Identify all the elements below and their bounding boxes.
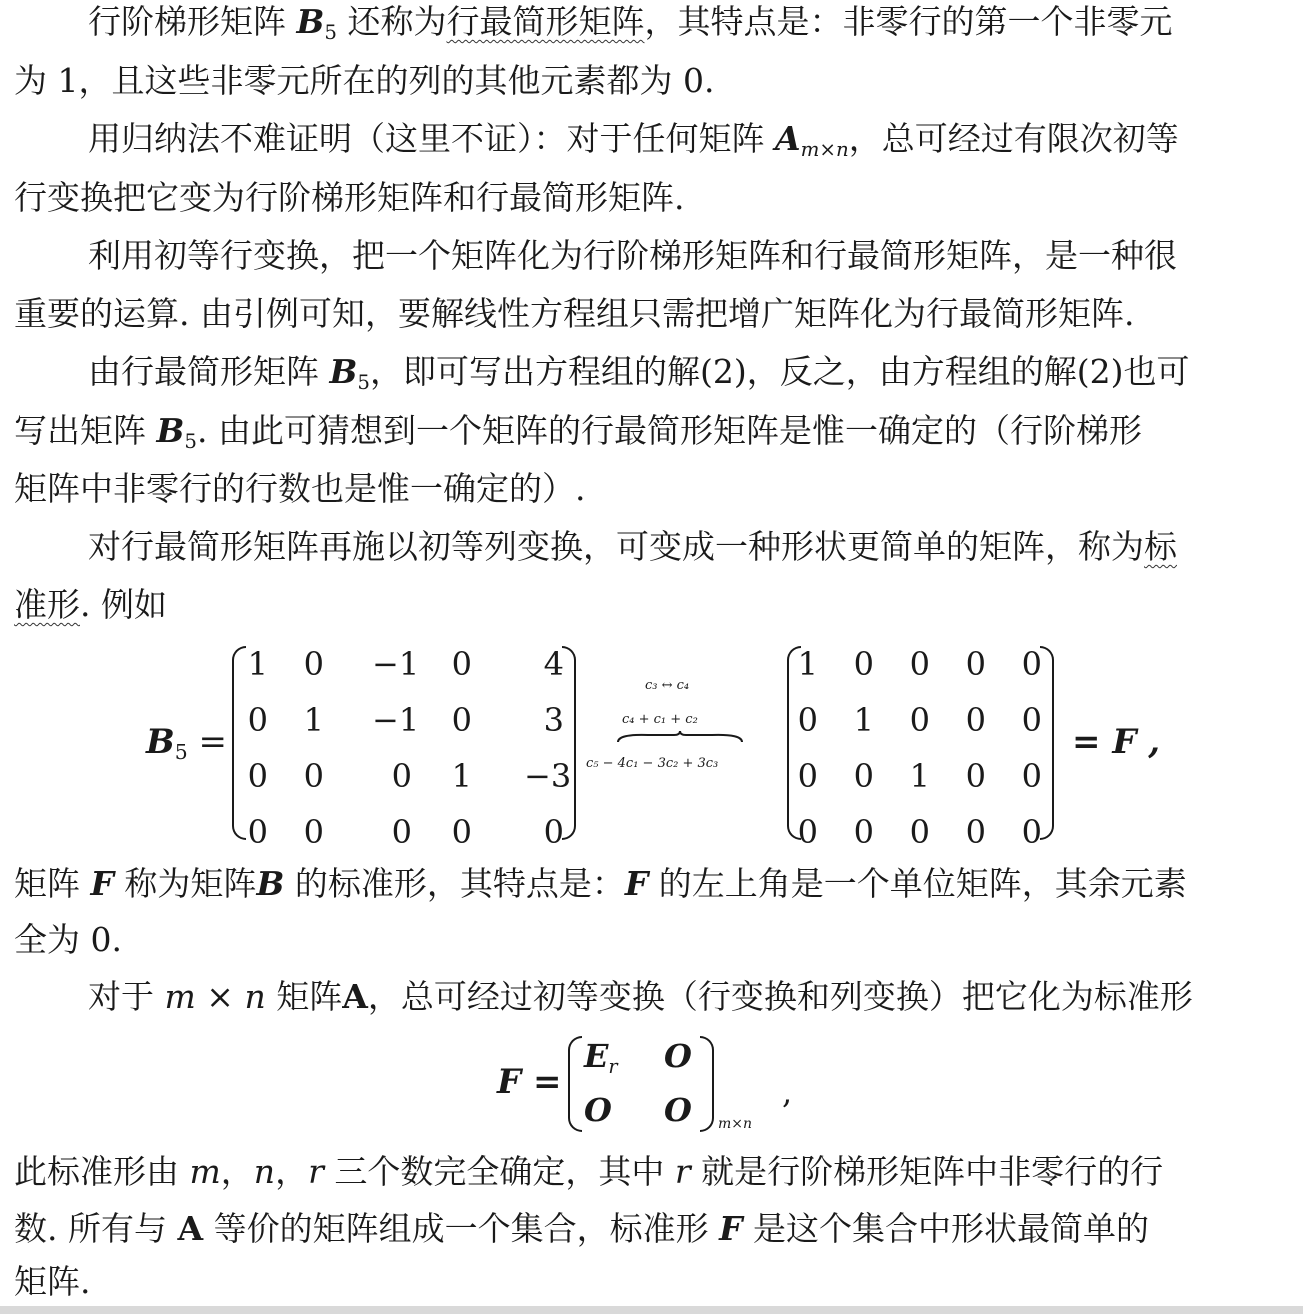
p5-line2 — [14, 583, 167, 627]
subscript: m×n — [718, 1116, 753, 1132]
matrix-cell: 0 — [797, 813, 818, 851]
matrix-cell: 0 — [543, 813, 564, 851]
p2-line1 — [88, 117, 1179, 172]
text: 还称为 — [337, 2, 447, 41]
text: 此标准形由 — [14, 1152, 190, 1191]
equals-sign: = — [198, 722, 228, 762]
right-bracket — [562, 646, 576, 840]
p2-line2: 行变换把它变为行阶梯形矩阵和行最简形矩阵. — [14, 178, 685, 217]
matrix-cell: 0 — [965, 701, 986, 739]
matrix-cell: 0 — [1021, 701, 1042, 739]
text: ，总可经过初等变换（行变换和列变换）把它化为标准形 — [367, 977, 1193, 1016]
text: 矩阵 — [265, 977, 343, 1016]
matrix-cell: 1 — [853, 701, 874, 739]
p1-line1 — [88, 0, 1173, 55]
matrix-cell: 1 — [797, 645, 818, 683]
equation-rhs: = F , — [1072, 722, 1161, 762]
matrix-cell: 0 — [965, 813, 986, 851]
key-term: 标 — [1144, 527, 1177, 566]
matrix-cell: 0 — [1021, 757, 1042, 795]
subscript: 5 — [174, 740, 188, 765]
math-symbol: B — [256, 864, 285, 903]
subscript: m×n — [800, 137, 849, 161]
p6-line1 — [14, 862, 1187, 906]
matrix-cell: 1 — [451, 757, 472, 795]
text: 由行最简形矩阵 — [88, 352, 330, 391]
text: ，总可经过有限次初等 — [848, 119, 1179, 158]
key-term: 准形 — [14, 585, 80, 624]
matrix-cell: −3 — [524, 757, 572, 795]
matrix-cell: 0 — [909, 701, 930, 739]
text: 称为矩阵 — [113, 864, 257, 903]
matrix-cell: 0 — [303, 645, 324, 683]
op-swap: c₃ ↔ c₄ — [645, 678, 690, 693]
math-symbol: n — [244, 977, 266, 1016]
text: 的标准形，其特点是： — [284, 864, 625, 903]
p6-line2: 全为 0. — [14, 920, 122, 959]
math-symbol: B — [146, 722, 175, 762]
text: ，即可写出方程组的解(2)，反之，由方程组的解(2)也可 — [370, 352, 1190, 391]
text: 对行最简形矩阵再施以初等列变换，可变成一种形状更简单的矩阵，称为 — [88, 527, 1144, 566]
p3-line1: 利用初等行变换，把一个矩阵化为行阶梯形矩阵和行最简形矩阵，是一种很 — [88, 236, 1177, 275]
op-add: c₄ + c₁ + c₂ — [622, 712, 698, 727]
math-symbol: m — [189, 1152, 221, 1191]
math-symbol: A — [775, 119, 801, 158]
right-bracket — [1040, 646, 1054, 840]
key-term: 行最简形矩阵 — [446, 2, 645, 41]
p8-line3: 矩阵. — [14, 1262, 91, 1301]
text: 对于 — [88, 977, 165, 1016]
math-symbol: A — [342, 977, 368, 1016]
matrix-cell: 0 — [797, 701, 818, 739]
matrix-cell: 0 — [391, 813, 412, 851]
text: 就是行阶梯形矩阵中非零行的行 — [690, 1152, 1164, 1191]
p5-line1 — [88, 525, 1177, 569]
matrix-cell: 0 — [853, 813, 874, 851]
text: 等价的矩阵组成一个集合，标准形 — [203, 1209, 720, 1248]
bottom-border — [0, 1306, 1303, 1314]
matrix-cell: 0 — [247, 813, 268, 851]
text: × — [195, 977, 245, 1016]
matrix-cell: 0 — [247, 701, 268, 739]
matrix-cell: 0 — [797, 757, 818, 795]
cell-o: O — [664, 1037, 692, 1075]
p1-line2: 为 1，且这些非零元所在的列的其他元素都为 0. — [14, 61, 715, 100]
matrix-cell: 0 — [303, 813, 324, 851]
subscript: 5 — [357, 370, 370, 394]
math-symbol: r — [308, 1152, 324, 1191]
matrix-cell: 0 — [853, 645, 874, 683]
text: . 例如 — [80, 585, 167, 624]
subscript: 5 — [184, 429, 197, 453]
matrix-cell: 0 — [451, 813, 472, 851]
equation-lhs — [146, 722, 227, 772]
cell-e — [584, 1036, 618, 1087]
matrix-cell: 0 — [1021, 645, 1042, 683]
math-symbol: A — [177, 1209, 204, 1248]
math-symbol: B — [296, 2, 325, 41]
p4-line3: 矩阵中非零行的行数也是惟一确定的）. — [14, 469, 586, 508]
matrix-cell: 0 — [451, 645, 472, 683]
matrix-cell: 3 — [543, 701, 564, 739]
text: 写出矩阵 — [14, 411, 157, 450]
matrix-cell: 0 — [1021, 813, 1042, 851]
equation-standard-form — [0, 1030, 1303, 1135]
matrix-cell: −1 — [372, 645, 420, 683]
text: 的左上角是一个单位矩阵，其余元素 — [648, 864, 1187, 903]
text: ，其特点是：非零行的第一个非零元 — [644, 2, 1173, 41]
math-symbol: F — [719, 1209, 743, 1248]
text: 数. 所有与 — [14, 1209, 178, 1248]
p8-line1 — [14, 1150, 1163, 1194]
matrix-cell: 4 — [543, 645, 564, 683]
right-bracket — [700, 1036, 714, 1132]
left-bracket — [568, 1036, 582, 1132]
text: 矩阵 — [14, 864, 91, 903]
op-combine: c₅ − 4c₁ − 3c₂ + 3c₃ — [586, 756, 719, 771]
matrix-cell: 0 — [303, 757, 324, 795]
matrix-cell: 1 — [909, 757, 930, 795]
text: ， — [220, 1152, 254, 1191]
math-symbol: B — [156, 411, 185, 450]
matrix-cell: 1 — [303, 701, 324, 739]
text: 行阶梯形矩阵 — [88, 2, 297, 41]
matrix-cell: 0 — [391, 757, 412, 795]
comma: , — [782, 1073, 793, 1111]
text: . 由此可猜想到一个矩阵的行最简形矩阵是惟一确定的（行阶梯形 — [197, 411, 1142, 450]
equation-lhs: F = — [497, 1062, 562, 1102]
subscript: r — [608, 1054, 618, 1078]
math-symbol: m — [164, 977, 196, 1016]
math-symbol: r — [674, 1152, 691, 1191]
equation-b5-to-f — [0, 638, 1303, 851]
math-symbol: B — [329, 352, 358, 391]
matrix-cell: 0 — [909, 813, 930, 851]
cell-o: O — [584, 1091, 612, 1129]
p3-line2: 重要的运算. 由引例可知，要解线性方程组只需把增广矩阵化为行最简形矩阵. — [14, 294, 1135, 333]
p4-line1 — [88, 350, 1190, 405]
cell-o: O — [664, 1091, 692, 1129]
matrix-cell: 0 — [965, 645, 986, 683]
math-symbol: E — [584, 1037, 609, 1075]
matrix-cell: 0 — [247, 757, 268, 795]
text: 用归纳法不难证明（这里不证）：对于任何矩阵 — [88, 119, 775, 158]
p4-line2 — [14, 409, 1142, 464]
brace-icon — [616, 730, 744, 746]
text: ， — [275, 1152, 309, 1191]
matrix-cell: 0 — [451, 701, 472, 739]
p8-line2 — [14, 1207, 1149, 1251]
text: 三个数完全确定，其中 — [323, 1152, 675, 1191]
matrix-cell: 1 — [247, 645, 268, 683]
p7-line1 — [88, 975, 1193, 1019]
subscript: 5 — [324, 20, 337, 44]
matrix-cell: 0 — [853, 757, 874, 795]
matrix-cell: −1 — [372, 701, 420, 739]
math-symbol: F — [624, 864, 649, 903]
text: 是这个集合中形状最简单的 — [742, 1209, 1150, 1248]
matrix-cell: 0 — [909, 645, 930, 683]
math-symbol: F — [90, 864, 114, 903]
math-symbol: n — [253, 1152, 276, 1191]
matrix-cell: 0 — [965, 757, 986, 795]
